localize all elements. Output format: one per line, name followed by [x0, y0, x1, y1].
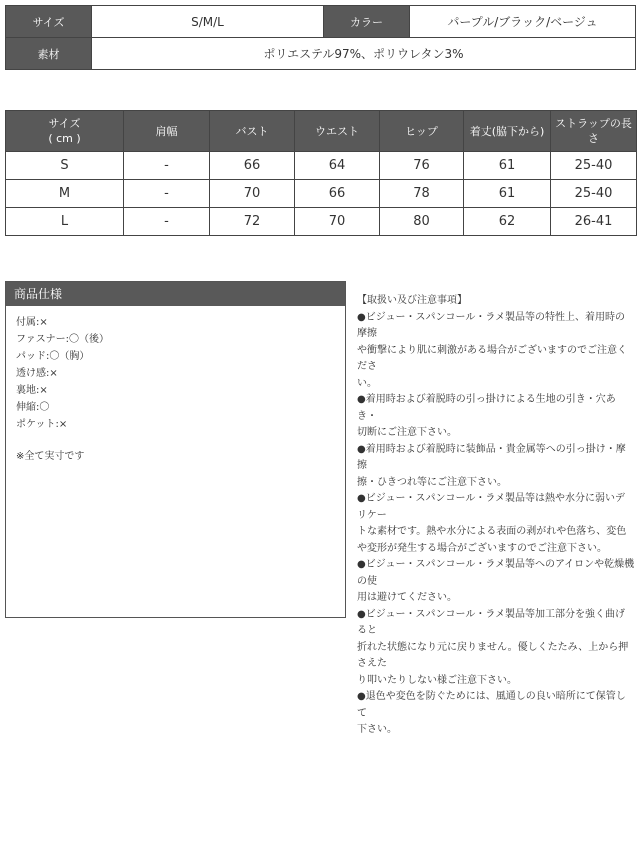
strap-cell: 26-41: [551, 208, 637, 236]
bust-cell: 66: [210, 152, 295, 180]
product-spec-list: [6, 306, 345, 465]
size-table: [5, 110, 637, 236]
care-line: 下さい。: [357, 724, 397, 735]
shoulder-cell: -: [124, 152, 210, 180]
length-header: 着丈(脇下から): [464, 111, 551, 152]
care-line: ●ビジュー・スパンコール・ラメ製品等は熱や水分に弱いデリケー: [357, 493, 626, 521]
length-cell: 61: [464, 152, 551, 180]
spec-item-accessory: 付属:×: [16, 317, 48, 328]
waist-cell: 66: [295, 180, 380, 208]
care-title: 【取扱い及び注意事項】: [357, 295, 467, 306]
spec-table: [5, 5, 636, 70]
length-cell: 62: [464, 208, 551, 236]
product-spec-box: [5, 281, 346, 618]
material-label: 素材: [6, 38, 92, 70]
size-unit-header: [6, 111, 124, 152]
size-header-label: サイズ: [48, 117, 81, 130]
care-line: や変形が発生する場合がございますのでご注意下さい。: [357, 542, 607, 554]
care-line: ●着用時および着脱時に装飾品・貴金属等への引っ掛け・摩擦: [357, 443, 626, 471]
table-row: [6, 180, 637, 208]
waist-cell: 70: [295, 208, 380, 236]
spec-row-material: [6, 38, 636, 70]
shoulder-header: 肩幅: [124, 111, 210, 152]
care-line: 切断にご注意下さい。: [357, 427, 457, 438]
strap-length-header: ストラップの長さ: [551, 111, 637, 152]
size-table-header-row: [6, 111, 637, 152]
care-instructions: [357, 293, 635, 739]
shoulder-cell: -: [124, 208, 210, 236]
waist-header: ウエスト: [295, 111, 380, 152]
hip-header: ヒップ: [380, 111, 464, 152]
hip-cell: 80: [380, 208, 464, 236]
product-spec-title: 商品仕様: [6, 282, 345, 306]
care-line: ●着用時および着脱時の引っ掛けによる生地の引き・穴あき・: [357, 394, 616, 422]
color-label: カラー: [324, 6, 410, 38]
hip-cell: 78: [380, 180, 464, 208]
care-line: ●ビジュー・スパンコール・ラメ製品等加工部分を強く曲げると: [357, 608, 626, 636]
measurement-note: ※全て実寸です: [16, 451, 85, 462]
care-line: ●ビジュー・スパンコール・ラメ製品等へのアイロンや乾燥機の使: [357, 559, 635, 587]
table-row: [6, 208, 637, 236]
care-line: り叩いたりしない様ご注意下さい。: [357, 674, 517, 686]
spec-item-pocket: ポケット:×: [16, 419, 68, 430]
hip-cell: 76: [380, 152, 464, 180]
waist-cell: 64: [295, 152, 380, 180]
strap-cell: 25-40: [551, 152, 637, 180]
size-cell: S: [6, 152, 124, 180]
shoulder-cell: -: [124, 180, 210, 208]
unit-header-label: ( cm ): [48, 132, 81, 145]
size-value: S/M/L: [92, 6, 324, 38]
spec-item-stretch: 伸縮:〇: [16, 402, 50, 413]
care-line: 折れた状態になり元に戻りません。優しくたたみ、上から押さえた: [357, 641, 629, 669]
size-cell: M: [6, 180, 124, 208]
color-value: パープル/ブラック/ベージュ: [410, 6, 636, 38]
spec-item-zipper: ファスナー:〇（後）: [16, 334, 109, 345]
bust-header: バスト: [210, 111, 295, 152]
length-cell: 61: [464, 180, 551, 208]
care-line: ●退色や変色を防ぐためには、風通しの良い暗所にて保管して: [357, 691, 626, 719]
spec-item-pad: パッド:〇（胸）: [16, 351, 90, 362]
size-label: サイズ: [6, 6, 92, 38]
material-value: ポリエステル97%、ポリウレタン3%: [92, 38, 636, 70]
strap-cell: 25-40: [551, 180, 637, 208]
table-row: [6, 152, 637, 180]
size-cell: L: [6, 208, 124, 236]
care-line: い。: [357, 377, 377, 389]
spec-row-size-color: [6, 6, 636, 38]
spec-item-lining: 裏地:×: [16, 385, 48, 396]
bust-cell: 72: [210, 208, 295, 236]
care-line: 用は避けてください。: [357, 592, 457, 603]
care-line: トな素材です。熱や水分による表面の剥がれや色落ち、変色: [357, 526, 627, 537]
bust-cell: 70: [210, 180, 295, 208]
care-line: や衝撃により肌に刺激がある場合がございますのでご注意くださ: [357, 344, 627, 372]
care-line: ●ビジュー・スパンコール・ラメ製品等の特性上、着用時の摩擦: [357, 311, 626, 339]
spec-item-sheerness: 透け感:×: [16, 368, 58, 379]
care-line: 擦・ひきつれ等にご注意下さい。: [357, 476, 507, 488]
